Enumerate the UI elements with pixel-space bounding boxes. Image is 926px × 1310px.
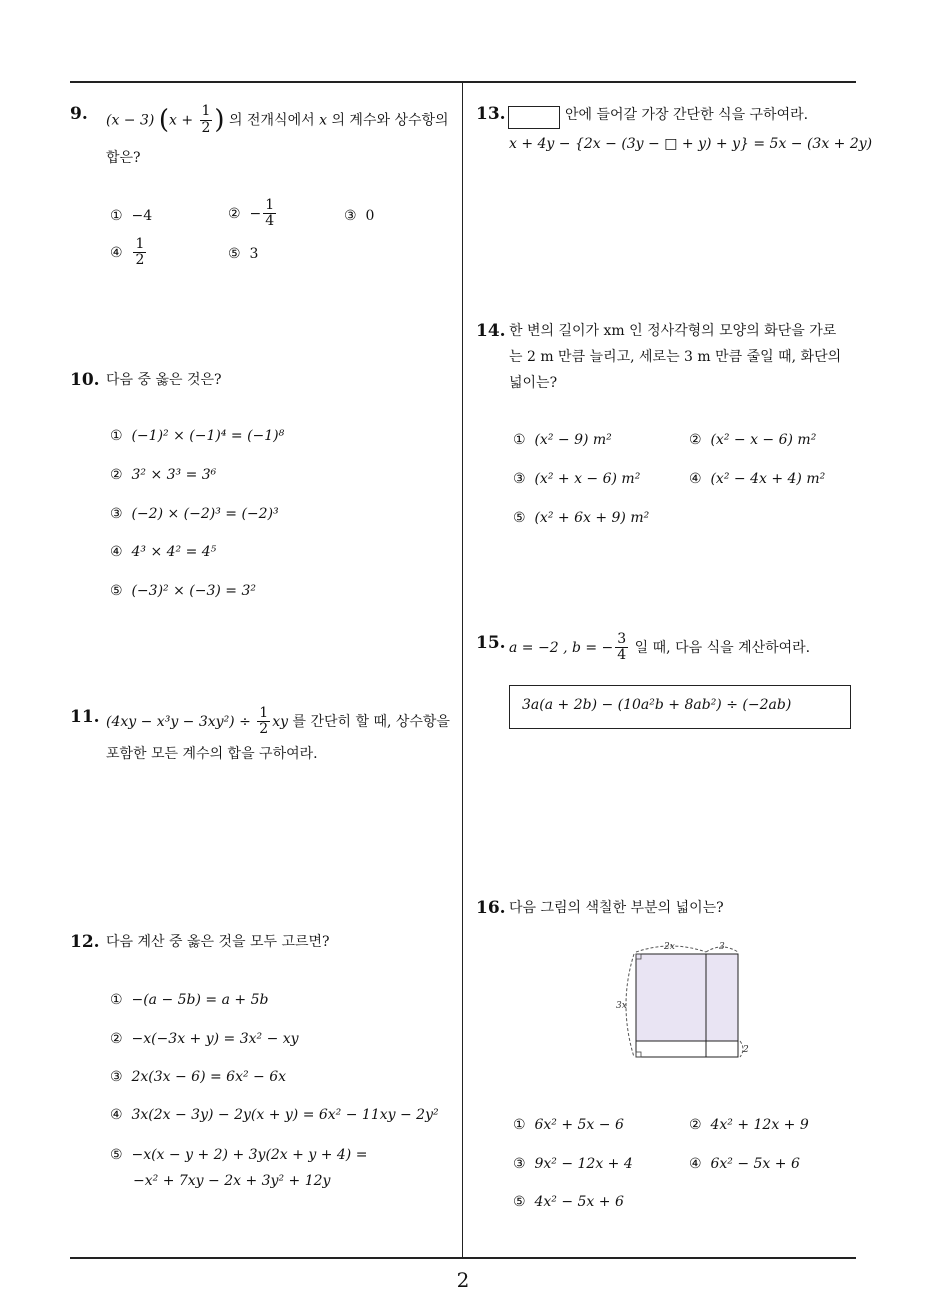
q13-expr: x + 4y − {2x − (3y − □ + y) + y} = 5x − (3x + 2y) [509, 136, 873, 152]
q16-brace-left [626, 954, 634, 1057]
q15-stem [509, 632, 810, 664]
q16-shaded-region [636, 954, 738, 1041]
q11-stem-line2: 포함한 모든 계수의 합을 구하여라. [106, 746, 318, 762]
q9-choice-3[interactable]: ③ 0 [344, 208, 375, 224]
q9-text-after: 의 전개식에서 [229, 112, 315, 129]
q13-stem: 안에 들어갈 가장 간단한 식을 구하여라. [565, 107, 809, 123]
q14-choice-4[interactable]: ④ (x² − 4x + 4) m² [689, 471, 826, 487]
q12-choice-2[interactable]: ② −x(−3x + y) = 3x² − xy [110, 1031, 299, 1047]
q9-stem-line2: 합은? [106, 150, 141, 166]
q13-blank-box [508, 106, 560, 129]
q11-fraction: $\frac{1}{2}$ [259, 705, 269, 738]
q16-label-2x: 2x [664, 942, 675, 952]
q16-figure [612, 938, 762, 1068]
q15-text: 일 때, 다음 식을 계산하여라. [634, 639, 811, 656]
q15-number: 15. [476, 633, 506, 653]
q9-choice-2[interactable]: ② − $\frac{1}{4}$ [228, 197, 275, 230]
q16-label-2-right: 2 [743, 1045, 749, 1055]
q12-choice-5-line2: −x² + 7xy − 2x + 3y² + 12y [133, 1173, 331, 1189]
q12-choice-5[interactable]: ⑤ −x(x − y + 2) + 3y(2x + y + 4) = [110, 1147, 368, 1163]
q16-choice-4[interactable]: ④ 6x² − 5x + 6 [689, 1156, 800, 1172]
q16-right-angle-mark-bottom [636, 1052, 641, 1057]
q14-choice-3[interactable]: ③ (x² + x − 6) m² [513, 471, 641, 487]
q16-choice-5[interactable]: ⑤ 4x² − 5x + 6 [513, 1194, 624, 1210]
page-number: 2 [456, 1268, 470, 1292]
q14-stem-line2: 는 2 m 만큼 늘리고, 세로는 3 m 만큼 줄일 때, 화단의 [509, 349, 842, 365]
q14-stem-line1: 한 변의 길이가 xm 인 정사각형의 모양의 화단을 가로 [509, 323, 837, 339]
q16-label-3-top: 3 [719, 942, 725, 952]
q11-text-after: 를 간단히 할 때, 상수항을 [292, 713, 450, 730]
q12-stem: 다음 계산 중 옳은 것을 모두 고르면? [106, 934, 330, 950]
q9-expr-in: x + [168, 112, 194, 129]
q12-choice-1[interactable]: ① −(a − 5b) = a + 5b [110, 992, 269, 1008]
q12-choice-4[interactable]: ④ 3x(2x − 3y) − 2y(x + y) = 6x² − 11xy − 2y² [110, 1107, 439, 1123]
q9-choice-4[interactable]: ④ $\frac{1}{2}$ [110, 236, 145, 269]
q9-paren-open: ( [158, 105, 169, 135]
q10-choice-4[interactable]: ④ 4³ × 4² = 4⁵ [110, 544, 217, 560]
q9-stem [106, 104, 449, 137]
q15-expr-ab: a = −2 , b = − [509, 639, 614, 656]
q11-expr: (4xy − x³y − 3xy²) ÷ [106, 713, 251, 730]
q12-choice-3[interactable]: ③ 2x(3x − 6) = 6x² − 6x [110, 1069, 287, 1085]
q10-choice-1[interactable]: ① (−1)² × (−1)⁴ = (−1)⁸ [110, 428, 285, 444]
q10-choice-3[interactable]: ③ (−2) × (−2)³ = (−2)³ [110, 506, 279, 522]
q14-choice-2[interactable]: ② (x² − x − 6) m² [689, 432, 817, 448]
q9-number: 9. [70, 104, 88, 124]
q14-stem-line3: 넓이는? [509, 375, 558, 391]
q10-choice-2[interactable]: ② 3² × 3³ = 3⁶ [110, 467, 217, 483]
q9-paren-close: ) [214, 105, 225, 135]
q16-choice-2[interactable]: ② 4x² + 12x + 9 [689, 1117, 809, 1133]
bottom-rule [70, 1257, 856, 1259]
q9-var: x [319, 112, 327, 129]
q15-fraction: $\frac{3}{4}$ [617, 631, 627, 664]
q12-number: 12. [70, 932, 100, 952]
q9-expr-pre: (x − 3) [106, 112, 155, 129]
q9-choice-1[interactable]: ① −4 [110, 208, 153, 224]
q9-fraction: $\frac{1}{2}$ [201, 103, 211, 136]
top-rule [70, 81, 856, 83]
q16-choice-3[interactable]: ③ 9x² − 12x + 4 [513, 1156, 633, 1172]
q14-number: 14. [476, 321, 506, 341]
q13-number: 13. [476, 104, 506, 124]
q16-stem: 다음 그림의 색칠한 부분의 넓이는? [509, 900, 724, 916]
q14-choice-5[interactable]: ⑤ (x² + 6x + 9) m² [513, 510, 650, 526]
q10-number: 10. [70, 370, 100, 390]
q11-number: 11. [70, 707, 100, 727]
q16-number: 16. [476, 898, 506, 918]
q15-box-expr: 3a(a + 2b) − (10a²b + 8ab²) ÷ (−2ab) [522, 697, 792, 713]
q9-text-tail: 의 계수와 상수항의 [331, 112, 449, 129]
q16-label-3x: 3x [616, 1001, 627, 1011]
q14-choice-1[interactable]: ① (x² − 9) m² [513, 432, 612, 448]
q9-choice-5[interactable]: ⑤ 3 [228, 246, 259, 262]
q10-choice-5[interactable]: ⑤ (−3)² × (−3) = 3² [110, 583, 256, 599]
q11-expr-tail: xy [272, 713, 289, 730]
q16-choice-1[interactable]: ① 6x² + 5x − 6 [513, 1117, 624, 1133]
q10-stem: 다음 중 옳은 것은? [106, 372, 222, 388]
column-divider [462, 83, 463, 1258]
q11-stem [106, 706, 450, 738]
